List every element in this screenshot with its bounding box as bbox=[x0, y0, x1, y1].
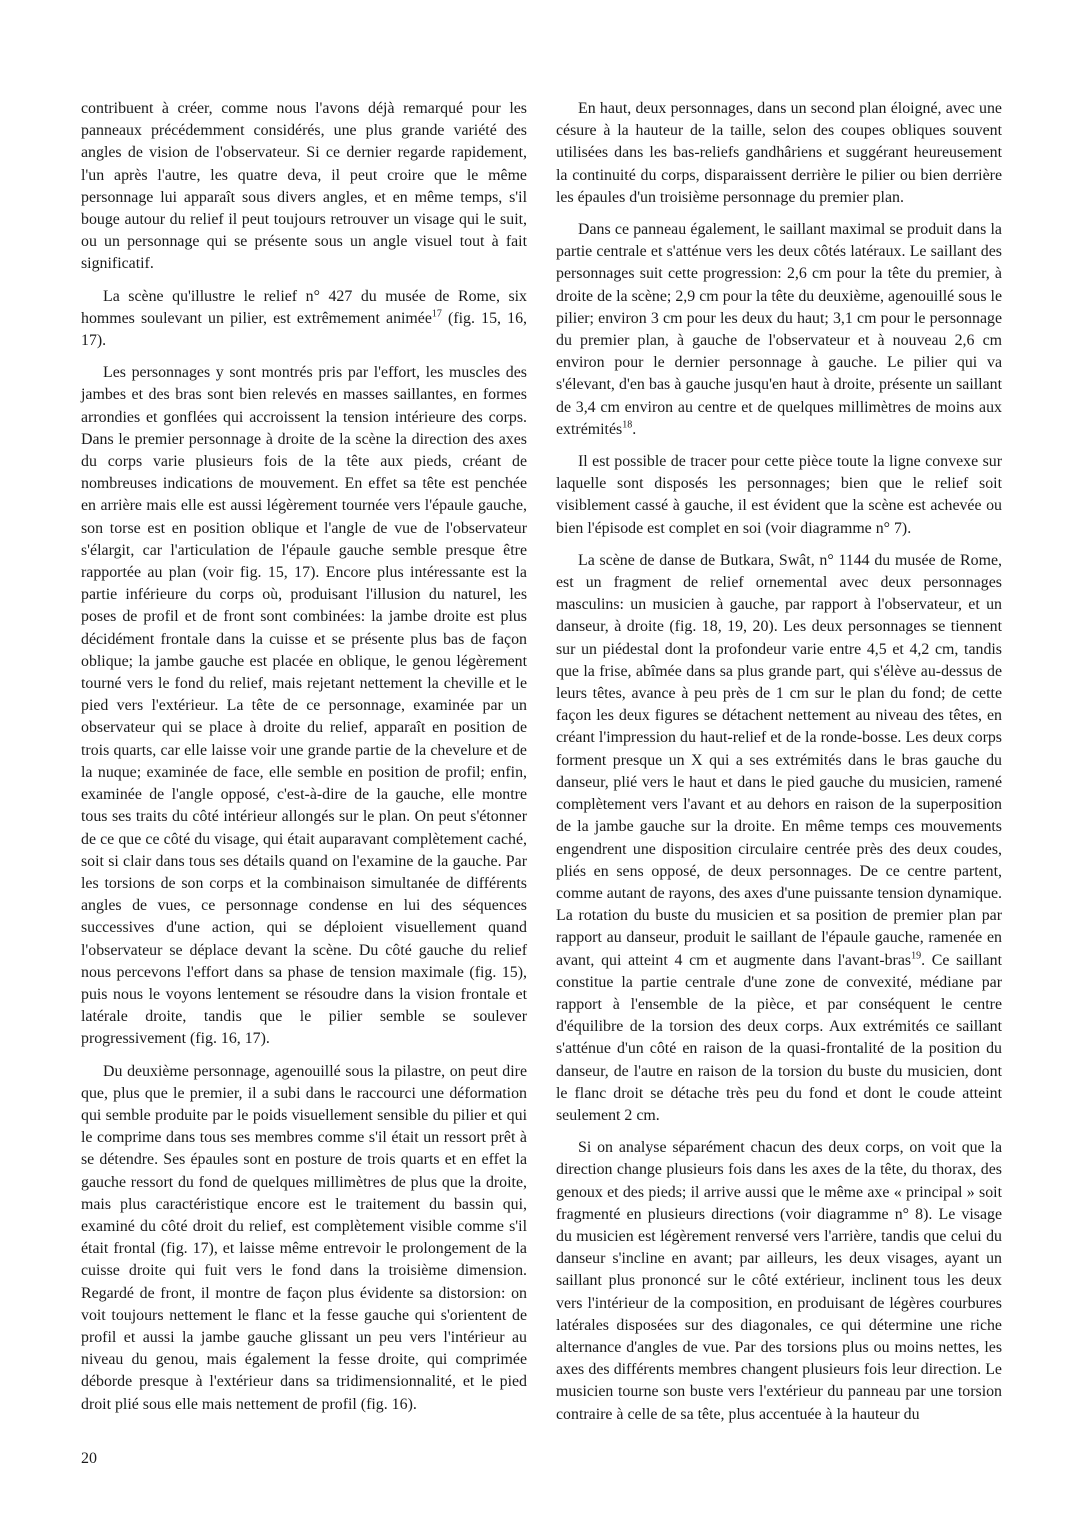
footnote-marker: 17 bbox=[431, 308, 442, 320]
paragraph-text: . Ce saillant constitue la partie centrale d'une zone de convexité, médiane par rapport à l'ensemble de la pièce, et par conséquent le centre d'équilibre de la torsion des deux corps. Aux extrémités ce saillant s'atténue d'un côté en raison de la quasi-frontalité de la position du danseur, de l'autre en raison de la torsion du buste du musicien, dont le flanc droit se détache très peu du fond et dont le coude atteint seulement 2 cm. bbox=[556, 951, 1002, 1124]
paragraph: En haut, deux personnages, dans un second plan éloigné, avec une césure à la hauteur de la taille, selon des coupes obliques souvent utilisées dans les bas-reliefs gandhâriens et suggérant heureusement la continuité du corps, disparaissent derrière le pilier ou bien derrière les épaules d'un troisième personnage du premier plan. bbox=[556, 100, 1002, 206]
paragraph bbox=[556, 550, 1002, 1127]
paragraph: Si on analyse séparément chacun des deux corps, on voit que la direction change plusieurs fois dans les axes de la tête, du thorax, des genoux et des pieds; il arrive aussi que le même axe « principal » soit fragmenté en plusieurs directions (voir diagramme n° 8). Le visage du musicien est légèrement renversé vers l'arrière, tandis que celui du danseur s'incline en avant; par ailleurs, les deux visages, ayant un saillant plus prononcé sur le côté extérieur, inclinent tous les deux vers l'intérieur de la composition, en produisant de légères courbures latérales disposées sur des diagonales, ce qui détermine une riche alternance d'angles de vue. Par des torsions plus ou moins nettes, les axes des différents membres changent plusieurs fois leur direction. Le musicien tourne son buste vers l'extérieur du panneau par une torsion contraire à celle de sa tête, plus accentuée à la hauteur du bbox=[556, 1139, 1002, 1423]
right-text-column bbox=[556, 98, 1002, 1436]
paragraph bbox=[556, 219, 1002, 441]
left-text-column bbox=[81, 98, 527, 1426]
paragraph-text: . bbox=[632, 420, 637, 438]
paragraph: Les personnages y sont montrés pris par l'effort, les muscles des jambes et des bras sont bien relevés en masses saillantes, en formes arrondies et gonflées qui accroissent la tension intérieure des corps. Dans le premier personnage à droite de la scène la direction des axes du corps varie plusieurs fois de la tête aux pieds, créant de nombreuses indications de mouvement. En effet sa tête est penchée en arrière mais elle est aussi légèrement tournée vers l'épaule gauche, son torse est en position oblique et l'angle de vue de l'observateur s'élargit, car l'articulation de l'épaule gauche semble presque être rapportée au plan (voir fig. 15, 17). Encore plus intéressante est la partie inférieure du corps où, produisant l'illusion du naturel, les poses de profil et de front sont combinées: la jambe droite est plus décidément frontale dans la cuisse et se présente plus bas de façon oblique; la jambe gauche est placée en oblique, le genou légèrement tourné vers le fond du relief, mais rejetant nettement la cheville et le pied vers l'extérieur. La tête de ce personnage, examinée par un observateur qui se place à droite du relief, apparaît en position de trois quarts, car elle laisse voir une grande partie de la chevelure et de la nuque; examinée de face, elle semble en position de profil; enfin, examinée de l'angle opposé, c'est-à-dire de la gauche, elle montre tous ses traits du côté intérieur allongés sur le plan. On peut s'étonner de ce que ce côté du visage, qui était auparavant complètement caché, soit si clair dans tous ses détails quand on l'examine de la gauche. Par les torsions de son corps et la combinaison simultanée de différents angles de vues, ce personnage condense en lui des séquences successives d'une action, qui se déploient visuellement quand l'observateur se déplace devant la scène. Du côté gauche du relief nous percevons l'effort dans sa phase de tension maximale (fig. 15), puis nous le voyons lentement se résoudre dans la vision frontale et latérale droite, tandis que le pilier semble se soulever progressivement (fig. 16, 17). bbox=[81, 364, 527, 1048]
paragraph-text: (fig. 15, 16, 17). bbox=[81, 309, 528, 350]
paragraph-text: La scène de danse de Butkara, Swât, n° 1144 du musée de Rome, est un fragment de relief ornemental avec deux personnages masculins: un musicien à gauche, par rapport à l'observateur, et un danseur, à droite (fig. 18, 19, 20). Les deux personnages se tiennent sur un piédestal dont la profondeur varie entre 4,5 et 4,2 cm, tandis que la frise, abîmée dans sa plus grande part, qui s'élève au-dessus de leurs têtes, avance à peu près de 1 cm sur le plan du fond; de cette façon les deux figures se détachent nettement au niveau des têtes, en créant l'impression du haut-relief et de la ronde-bosse. Les deux corps forment presque un X qui a ses extrémités dans le bras gauche du danseur, plié vers le haut et dans le pied gauche du musicien, ramené complètement vers l'avant et au dehors en raison de la superposition de la jambe gauche sur la droite. En même temps ces mouvements engendrent une disposition circulaire centrée près des deux coudes, pliés en sens opposé, de deux personnages. De ce centre partent, comme autant de rayons, des axes d'une puissante tension dynamique. La rotation du buste du musicien et sa position de premier plan par rapport au danseur, produit le saillant de l'épaule gauche, ramenée en avant, qui atteint 4 cm et augmente dans l'avant-bras bbox=[556, 551, 1002, 969]
paragraph-text: La scène qu'illustre le relief n° 427 du musée de Rome, six hommes soulevant un pilier, est extrêmement animée bbox=[81, 287, 527, 327]
paragraph-text: Dans ce panneau également, le saillant maximal se produit dans la partie centrale et s'atténue vers les deux côtés latéraux. Le saillant des personnages suit cette progression: 2,6 cm pour la tête du premier, à droite de la scène; 2,9 cm pour la tête du deuxième, agenouillé sous le pilier; environ 3 cm pour les deux du haut; 3,1 cm pour le personnage du premier plan, à gauche de l'observateur et à nouveau 2,6 cm environ pour le dernier personnage à gauche. Le pilier qui va s'élevant, d'en bas à gauche jusqu'en haut à droite, présente un saillant de 3,4 cm environ au centre et de quelques millimètres de moins aux extrémités bbox=[556, 221, 1002, 438]
paragraph: contribuent à créer, comme nous l'avons déjà remarqué pour les panneaux précédemment considérés, une plus grande variété des angles de vision de l'observateur. Si ce dernier regarde rapidement, l'un après l'autre, les quatre deva, il peut croire que le même personnage lui apparaît sous divers angles, et en même temps, s'il bouge autour du relief il peut toujours retrouver un visage qui le suit, ou un personnage qui se présente sous un angle visuel tout à fait significatif. bbox=[81, 100, 527, 273]
paragraph bbox=[81, 286, 527, 353]
paragraph: Du deuxième personnage, agenouillé sous la pilastre, on peut dire que, plus que le premier, il a subi dans le raccourci une déformation qui semble produite par le poids visuellement sensible du pilier et qui le comprime dans tous ses membres comme s'il était un ressort prêt à se détendre. Ses épaules sont en posture de trois quarts et en effet la gauche ressort du fond de quelques millimètres de plus que la droite, mais plus caractéristique encore est le traitement du bassin qui, examiné du côté droit du relief, est complètement visible comme s'il était frontal (fig. 17), et laisse même entrevoir le prolongement de la cuisse droite qui fuit vers le fond dans la troisième dimension. Regardé de front, il montre de façon plus évidente sa distorsion: on voit toujours nettement le flanc et la fesse gauche qui s'orientent de profil et aussi la jambe gauche glissant un peu vers l'intérieur au niveau du genou, mais également la fesse droite, qui comprimée déborde presque à l'extérieur dans sa tridimensionnalité, et le pied droit plié sous elle mais nettement de profil (fig. 16). bbox=[81, 1062, 527, 1413]
footnote-marker: 18 bbox=[622, 419, 633, 431]
paragraph: Il est possible de tracer pour cette pièce toute la ligne convexe sur laquelle sont disposés les personnages; bien que le relief soit visiblement cassé à gauche, il est évident que la scène est achevée ou bien l'épisode est complet en soi (voir diagramme n° 7). bbox=[556, 453, 1002, 537]
page-number: 20 bbox=[81, 1450, 97, 1467]
footnote-marker: 19 bbox=[911, 950, 922, 962]
